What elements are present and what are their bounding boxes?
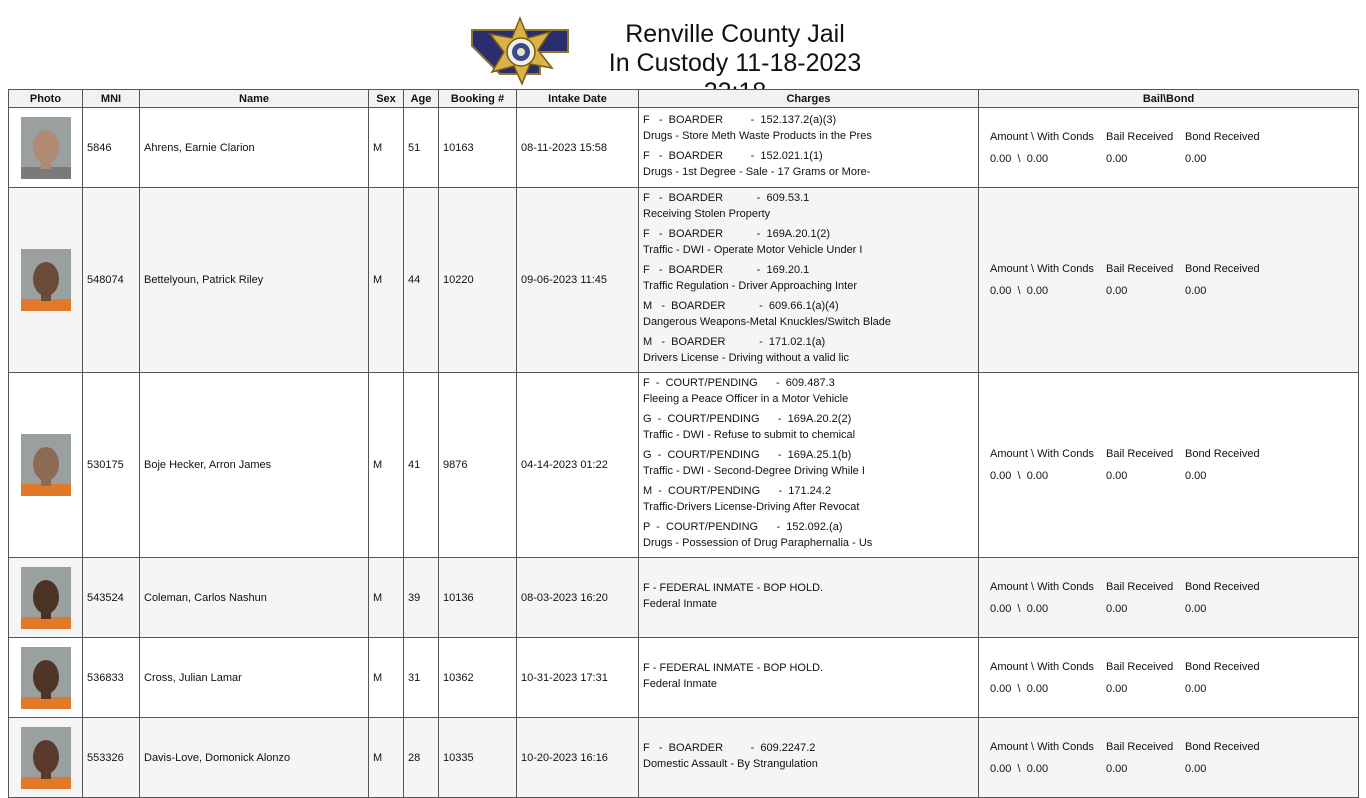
bail-received-value: 0.00	[1106, 285, 1128, 297]
amount-value: 0.00 \ 0.00	[990, 602, 1049, 615]
intake-date-cell: 10-20-2023 16:16	[517, 718, 639, 798]
bond-received-label: Bond Received	[1185, 448, 1260, 460]
table-header-row	[9, 90, 1359, 108]
charge-description: Traffic - DWI - Operate Motor Vehicle Under I	[643, 244, 863, 256]
bond-received-label: Bond Received	[1185, 263, 1260, 275]
sex-cell: M	[369, 558, 404, 638]
charge-entry	[643, 447, 974, 483]
mugshot-photo[interactable]	[21, 249, 71, 311]
charge-code: M - COURT/PENDING - 171.24.2	[643, 485, 832, 497]
bail-received-value: 0.00	[1106, 602, 1128, 615]
table-row	[9, 108, 1359, 188]
bond-received-value: 0.00	[1185, 470, 1207, 482]
sex-cell: M	[369, 188, 404, 373]
charges-cell	[639, 108, 979, 188]
sheriff-star-badge-icon	[470, 16, 570, 86]
amount-label: Amount \ With Conds	[990, 263, 1094, 275]
mni-cell: 548074	[83, 188, 140, 373]
col-header-age: Age	[404, 90, 439, 108]
name-cell: Coleman, Carlos Nashun	[140, 558, 369, 638]
col-header-photo: Photo	[9, 90, 83, 108]
mni-cell: 543524	[83, 558, 140, 638]
table-row	[9, 558, 1359, 638]
charge-description: Drugs - Possession of Drug Paraphernalia - Us	[643, 537, 873, 549]
charge-entry	[643, 580, 974, 616]
intake-date-cell: 10-31-2023 17:31	[517, 638, 639, 718]
charge-description: Federal Inmate	[643, 677, 717, 690]
mni-cell: 5846	[83, 108, 140, 188]
sex-cell: M	[369, 108, 404, 188]
charge-code: F - BOARDER - 609.2247.2	[643, 741, 816, 754]
col-header-bail: Bail\Bond	[979, 90, 1359, 108]
roster-body	[9, 108, 1359, 798]
charge-entry	[643, 519, 974, 555]
bail-received-label: Bail Received	[1106, 740, 1174, 753]
charge-entry	[643, 262, 974, 298]
charge-description: Drugs - 1st Degree - Sale - 17 Grams or More-	[643, 165, 871, 178]
inmate-roster-table	[8, 89, 1359, 798]
bail-received-label: Bail Received	[1106, 263, 1174, 275]
charge-description: Domestic Assault - By Strangulation	[643, 757, 818, 770]
sex-cell: M	[369, 373, 404, 558]
charge-description: Drugs - Store Meth Waste Products in the Pres	[643, 129, 872, 142]
charges-cell	[639, 718, 979, 798]
mni-cell: 553326	[83, 718, 140, 798]
age-cell: 28	[404, 718, 439, 798]
bail-bond-cell	[979, 558, 1359, 638]
bond-received-value: 0.00	[1185, 762, 1207, 775]
col-header-charges: Charges	[639, 90, 979, 108]
table-row	[9, 373, 1359, 558]
charge-entry	[643, 411, 974, 447]
charge-code: F - BOARDER - 169A.20.1(2)	[643, 228, 831, 240]
amount-value: 0.00 \ 0.00	[990, 682, 1049, 695]
col-header-booking: Booking #	[439, 90, 517, 108]
bail-received-label: Bail Received	[1106, 660, 1174, 673]
mugshot-photo[interactable]	[21, 647, 71, 709]
col-header-name: Name	[140, 90, 369, 108]
bond-received-value: 0.00	[1185, 682, 1207, 695]
charge-code: G - COURT/PENDING - 169A.25.1(b)	[643, 449, 852, 461]
charges-cell	[639, 558, 979, 638]
amount-value: 0.00 \ 0.00	[990, 470, 1049, 482]
charge-entry	[643, 740, 974, 776]
bail-bond-cell	[979, 638, 1359, 718]
table-row	[9, 638, 1359, 718]
charge-code: F - BOARDER - 609.53.1	[643, 192, 810, 204]
photo-cell	[9, 108, 83, 188]
table-row	[9, 188, 1359, 373]
photo-cell	[9, 558, 83, 638]
col-header-intake: Intake Date	[517, 90, 639, 108]
charge-description: Traffic - DWI - Second-Degree Driving While I	[643, 465, 865, 477]
mni-cell: 536833	[83, 638, 140, 718]
charge-entry	[643, 112, 974, 148]
name-cell: Davis-Love, Domonick Alonzo	[140, 718, 369, 798]
charge-description: Fleeing a Peace Officer in a Motor Vehicle	[643, 393, 849, 405]
booking-number-cell: 9876	[439, 373, 517, 558]
charge-description: Traffic - DWI - Refuse to submit to chemical	[643, 429, 856, 441]
sex-cell: M	[369, 718, 404, 798]
mugshot-photo[interactable]	[21, 117, 71, 179]
charge-entry	[643, 226, 974, 262]
charge-code: F - BOARDER - 152.021.1(1)	[643, 149, 823, 162]
charge-code: F - FEDERAL INMATE - BOP HOLD.	[643, 661, 824, 674]
charge-entry	[643, 660, 974, 696]
bail-received-label: Bail Received	[1106, 580, 1174, 593]
charges-cell	[639, 373, 979, 558]
page-header	[0, 0, 1366, 89]
name-cell: Ahrens, Earnie Clarion	[140, 108, 369, 188]
intake-date-cell: 08-11-2023 15:58	[517, 108, 639, 188]
bond-received-value: 0.00	[1185, 152, 1207, 165]
bail-bond-cell	[979, 718, 1359, 798]
bail-bond-cell	[979, 188, 1359, 373]
charge-entry	[643, 375, 974, 411]
sex-cell: M	[369, 638, 404, 718]
bond-received-label: Bond Received	[1185, 580, 1260, 593]
amount-label: Amount \ With Conds	[990, 740, 1094, 753]
intake-date-cell: 09-06-2023 11:45	[517, 188, 639, 373]
charges-cell	[639, 638, 979, 718]
booking-number-cell: 10163	[439, 108, 517, 188]
col-header-mni: MNI	[83, 90, 140, 108]
booking-number-cell: 10136	[439, 558, 517, 638]
charge-entry	[643, 298, 974, 334]
bail-received-value: 0.00	[1106, 470, 1128, 482]
age-cell: 39	[404, 558, 439, 638]
age-cell: 44	[404, 188, 439, 373]
charge-description: Federal Inmate	[643, 597, 717, 610]
bond-received-label: Bond Received	[1185, 740, 1260, 753]
amount-label: Amount \ With Conds	[990, 580, 1094, 593]
bond-received-label: Bond Received	[1185, 130, 1260, 143]
charge-description: Traffic Regulation - Driver Approaching Inter	[643, 280, 857, 292]
photo-cell	[9, 188, 83, 373]
title-line-1: Renville County Jail	[625, 20, 845, 48]
bail-received-label: Bail Received	[1106, 448, 1174, 460]
name-cell: Boje Hecker, Arron James	[140, 373, 369, 558]
charge-code: F - BOARDER - 169.20.1	[643, 264, 810, 276]
charge-description: Traffic-Drivers License-Driving After Revocat	[643, 501, 860, 513]
mugshot-photo[interactable]	[21, 567, 71, 629]
intake-date-cell: 08-03-2023 16:20	[517, 558, 639, 638]
bail-received-value: 0.00	[1106, 762, 1128, 775]
bail-bond-cell	[979, 108, 1359, 188]
photo-cell	[9, 373, 83, 558]
charge-entry	[643, 190, 974, 226]
bail-received-value: 0.00	[1106, 152, 1128, 165]
mugshot-photo[interactable]	[21, 727, 71, 789]
charge-code: M - BOARDER - 609.66.1(a)(4)	[643, 300, 839, 312]
age-cell: 41	[404, 373, 439, 558]
charge-code: M - BOARDER - 171.02.1(a)	[643, 336, 826, 348]
amount-value: 0.00 \ 0.00	[990, 152, 1049, 165]
mni-cell: 530175	[83, 373, 140, 558]
booking-number-cell: 10362	[439, 638, 517, 718]
amount-value: 0.00 \ 0.00	[990, 762, 1049, 775]
charge-code: F - COURT/PENDING - 609.487.3	[643, 377, 835, 389]
amount-label: Amount \ With Conds	[990, 448, 1094, 460]
booking-number-cell: 10335	[439, 718, 517, 798]
charge-entry	[643, 334, 974, 370]
amount-label: Amount \ With Conds	[990, 660, 1094, 673]
charge-entry	[643, 483, 974, 519]
charge-code: P - COURT/PENDING - 152.092.(a)	[643, 521, 843, 533]
title-line-2: In Custody 11-18-2023	[608, 49, 862, 77]
amount-value: 0.00 \ 0.00	[990, 285, 1049, 297]
bail-received-value: 0.00	[1106, 682, 1128, 695]
charge-code: F - BOARDER - 152.137.2(a)(3)	[643, 113, 837, 126]
name-cell: Bettelyoun, Patrick Riley	[140, 188, 369, 373]
mugshot-photo[interactable]	[21, 434, 71, 496]
charge-entry	[643, 148, 974, 184]
booking-number-cell: 10220	[439, 188, 517, 373]
age-cell: 31	[404, 638, 439, 718]
charge-description: Dangerous Weapons-Metal Knuckles/Switch Blade	[643, 316, 892, 328]
charge-code: F - FEDERAL INMATE - BOP HOLD.	[643, 581, 824, 594]
bond-received-value: 0.00	[1185, 602, 1207, 615]
charge-description: Drivers License - Driving without a valid lic	[643, 352, 850, 364]
amount-label: Amount \ With Conds	[990, 130, 1094, 143]
name-cell: Cross, Julian Lamar	[140, 638, 369, 718]
charges-cell	[639, 188, 979, 373]
bail-bond-cell	[979, 373, 1359, 558]
age-cell: 51	[404, 108, 439, 188]
table-row	[9, 718, 1359, 798]
charge-description: Receiving Stolen Property	[643, 208, 771, 220]
bond-received-label: Bond Received	[1185, 660, 1260, 673]
charge-code: G - COURT/PENDING - 169A.20.2(2)	[643, 413, 852, 425]
bond-received-value: 0.00	[1185, 285, 1207, 297]
bail-received-label: Bail Received	[1106, 130, 1174, 143]
photo-cell	[9, 718, 83, 798]
intake-date-cell: 04-14-2023 01:22	[517, 373, 639, 558]
photo-cell	[9, 638, 83, 718]
col-header-sex: Sex	[369, 90, 404, 108]
